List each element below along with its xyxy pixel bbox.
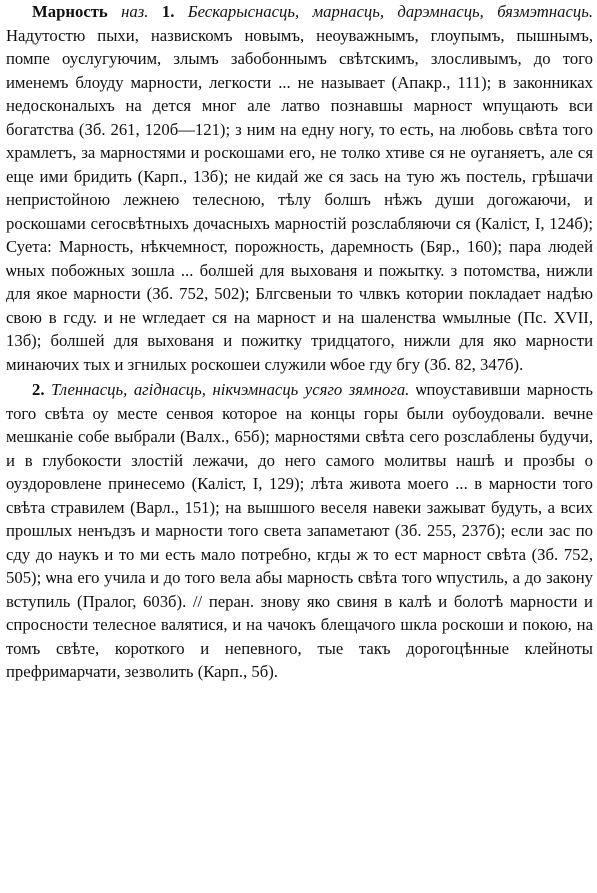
sense-1-paragraph [6,0,593,376]
sense-2-gloss: Тленнасць, агiднасць, нiкчэмнасць усяго зямнога. [51,380,410,399]
sense-2-paragraph [6,378,593,684]
sense-1-number: 1. [161,2,175,21]
headword: Марность [32,2,108,21]
grammar-label: наз. [121,2,149,21]
sense-1-gloss: Бескарыснасць, марнасць, дарэмнасць, бязмэтнасць. [187,2,593,21]
sense-1-text: Надутостю пыхи, назвискомъ новымъ, неоуважнымъ, глоупымъ, пышнымъ, помпе оуслугуючим, злымъ забобоннымъ свѣтскимъ, злосливымъ, до того именемъ блоуду марности, легкости ... не называет (Апакр., 111); в законниках недосконалыхъ на дется мног але латво познавшы марност ѡпущають вси богатства (Зб. 261, 120б—121); з ним на едну ногу, то есть, на любовь свѣта того храмлетъ, за марностями и роскошами его, не толко хтиве ся не оуганяетъ, але ся еще ими бридить (Карп., 13б); не кидай же ся зась на тую жъ постель, грѣшачи непристойною лежнею телесною, тѣлу болшъ нѣжъ души догожаючи, и роскошами сегосвѣтныхъ дочасныхъ марностій розслабляючи ся (Калiст, I, 124б); Суета: Марность, нѣкчемност, порожность, даремность (Бяр., 160); пара людей ѡных побожных зошла ... болшей для выхованя и пожытку. з потомства, нижли для якое марности (Зб. 752, 502); Блгсвеныи то члвкъ котории покладает надѣю свою в гсду. и не ѡгледает ся на марност и на шаленства ѡмылные (Пс. XVII, 13б); болшей для выхованя и пожитку тридцатого, нижли для яко марности минаючих тых и згнилых роскошеи служили ѡбое гду бгу (Зб. 82, 347б). [6,25,593,374]
sense-2-number: 2. [32,380,45,399]
sense-2-text: ѡпоуставивши марность того свѣта оу месте сенвоя которое на концы горы были оубоудовали. вечне мешканiе собе выбрали (Валх., 65б); марностями свѣта сего розслаблены будучи, и в глубокости злостiй лежачи, до него самого молитвы нашѣ и прозбы о оуздоровлене принесемо (Калiст, I, 129); лѣта живота моего ... в марности того свѣта стравилем (Варл., 151); на вышшого веселя навеки зажыват будуть, а всих прошлых ненъдзъ и марности того света запаметают (Зб. 255, 237б); если зас по сду до наукъ и то ми есть мало потребно, кгды ж то ест марност свѣта (Зб. 752, 505); ѡна его учила и до того вела абы марность свѣта того ѡпустиль, а до закону вступиль (Пралог, 603б). // перан. знову яко свиня в калѣ и болотѣ марности и спросности телесное валятися, и на чачокъ блещачого шкла роскоши и покою, на томъ свѣте, короткого и непевного, тые такъ дорогоцѣнные клейноты префримарчати, зезволить (Карп., 5б). [6,380,594,681]
